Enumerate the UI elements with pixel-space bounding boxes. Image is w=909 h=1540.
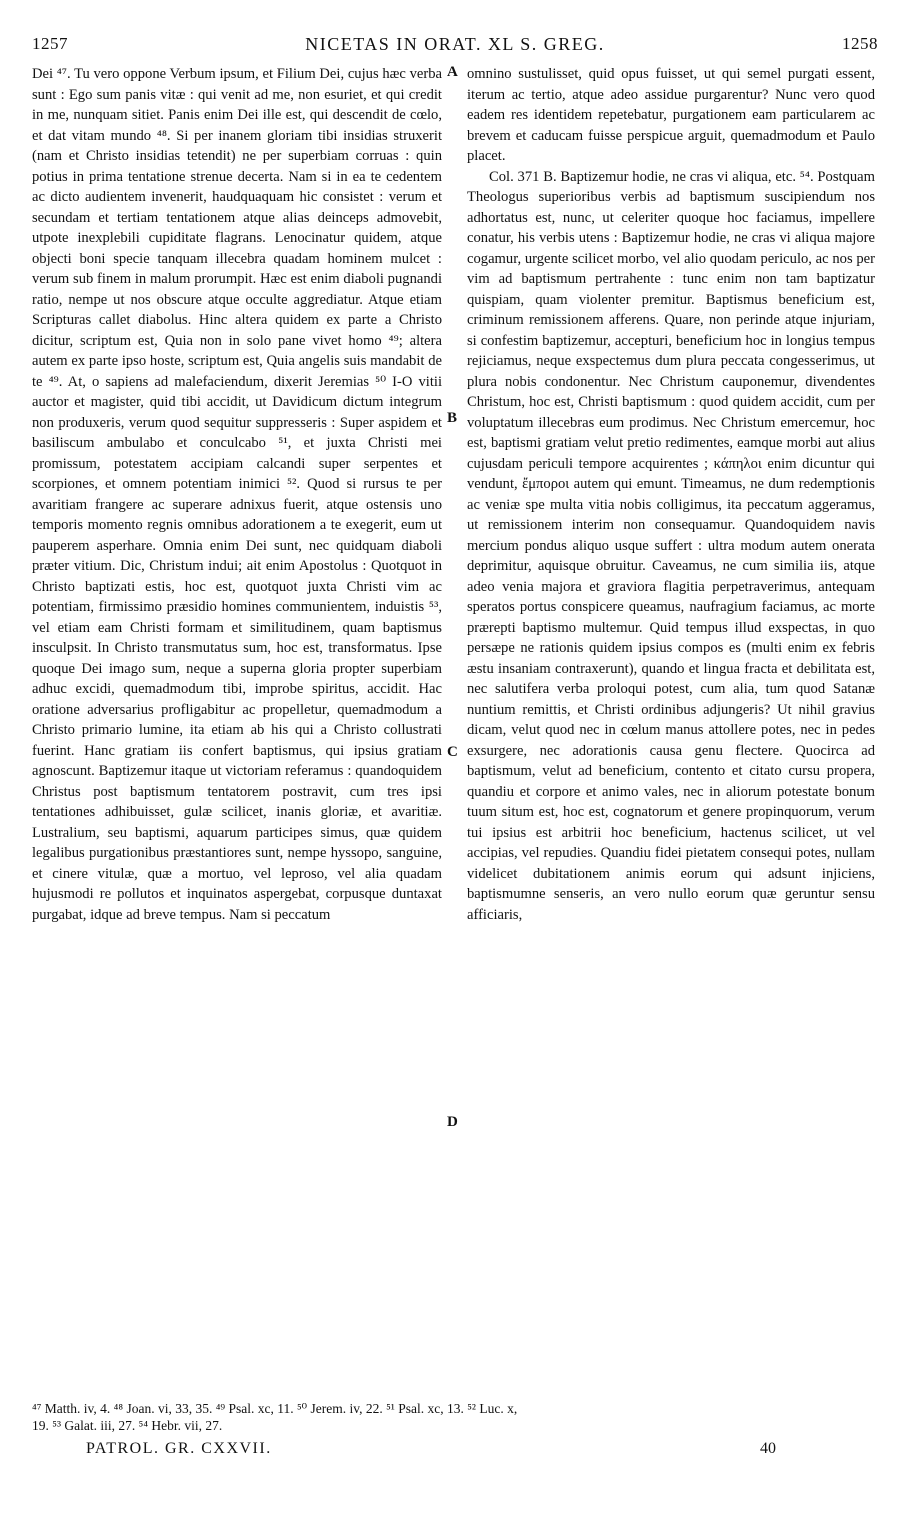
margin-marker-d: D — [447, 1114, 458, 1130]
left-column-text: Dei ⁴⁷. Tu vero oppone Verbum ipsum, et Filium Dei, cujus hæc verba sunt : Ego sum panis vitæ : qui venit ad me, non esuriet, et qui credit in me, nunquam sitiet. Panis enim Dei ille est, qui descendit de cœlo, et dat vitam mundo ⁴⁸. Si per inanem gloriam tibi insidias struxerit (nam et Christo insidias tetendit) ne per superbiam corruas : quin potius in prima tentatione strenue decerta. Nam si in ea te cedentem ac dicto audientem invenerit, haudquaquam hic consistet : verum et secundam et tertiam tentationem atque alias deinceps admovebit, utpote inexplebili cupiditate flagrans. Lenocinatur quidem, atque objecti boni specie tanquam illecebra quadam hominem mulcet : verum sub finem in malum prorumpit. Hæc est enim diaboli pugnandi ratio, nempe ut nos obscure atque occulte aggrediatur. Atque etiam Scripturas callet diabolus. Hinc altera quidem ex parte a Christo dicitur, scriptum est, Quia non in solo pane vivet homo ⁴⁹; altera autem ex parte ipso hoste, scriptum est, Quia angelis suis mandabit de te ⁴⁹. At, o sapiens ad malefaciendum, dixerit Jeremias ⁵⁰ I-O vitii auctor et magister, quid tibi accidit, ut Davidicum dictum integrum non produxeris, verum quod sequitur suppresseris : Super aspidem et basiliscum ambulabo et conculcabo ⁵¹, et juxta Christi mei promissum, potestatem accipiam calcandi super serpentes et scorpiones, et omnem potentiam inimici ⁵². Quod si rursus te per avaritiam frangere ac superare adnixus fuerit, atque ostensis uno temporis momento regnis omnibus adorationem a te exegerit, eum ut pauperem asperhare. Omnia enim Dei sunt, nec quidquam diaboli præter vitium. Dic, Christum indui; ait enim Apostolus : Quotquot in Christo baptizati estis, hoc est, quotquot juxta Christi vim ac potentiam, firmissimo præsidio homines communientem, induistis ⁵³, vel etiam eam Christi formam et similitudinem, quam baptismus insculpsit. In Christo transmutatus sum, hoc est, transformatus. Ipse quoque Dei imago sum, neque a superna gloria propter superbiam adhuc excidi, quemadmodum tibi, improbe spiritus, accidit. Hac oratione adversarius profligabitur ac propelletur, quemadmodum a Christo primario lumine, ita etiam ab his qui a Christo collustrati fuerint. Hanc gratiam iis confert baptismus, qui ipsius gratiam agnoscunt. Baptizemur itaque ut victoriam referamus : quandoquidem Christus post baptismum tentatorem postravit, cum tres ipsi tentationes adhibuisset, gulæ scilicet, inanis gloriæ, et avaritiæ. Lustralium, seu baptismi, aquarum participes simus, quæ quidem legalibus purgationibus præstantiores sunt, nempe hyssopo, sanguine, et cinere vitulæ, quæ a mortuo, vel leproso, vel alia quadam hujusmodi re pollutos et inquinatos aspergebat, corpusque duntaxat purgabat, idque ad breve tempus. Nam si peccatum — [32, 66, 442, 923]
page-number-left: 1257 — [32, 34, 68, 53]
margin-marker-c: C — [447, 744, 458, 760]
running-title: NICETAS IN ORAT. XL S. GREG. — [305, 34, 605, 54]
margin-marker-a: A — [447, 64, 458, 80]
footnote-line-2: 19. ⁵³ Galat. iii, 27. ⁵⁴ Hebr. vii, 27. — [32, 1418, 223, 1433]
footnote-line-1: ⁴⁷ Matth. iv, 4. ⁴⁸ Joan. vi, 33, 35. ⁴⁹ Psal. xc, 11. ⁵⁰ Jerem. iv, 22. ⁵¹ Psal. xc, 13. ⁵² Luc. x, — [32, 1401, 518, 1416]
right-column-paragraph-2: Col. 371 B. Baptizemur hodie, ne cras vi aliqua, etc. ⁵⁴. Postquam Theologus superioribus verbis ad baptismum suscipiendum nos adhortatus est, nunc, ut celeriter quoque hoc faciamus, impellere conatur, his verbis utens : Baptizemur hodie, ne cras vi aliqua majore cogamur, urgente scilicet morbo, vel alio quodam periculo, ac nos per vim ad baptismum pertrahente : tunc enim non tam baptizatur quispiam, quam violenter premitur. Baptismus beneficium est, criminum remissionem afferens. Quare, non perinde atque injuriam, si confestim baptizemur, accepturi, beneficium hoc in longius tempus rejiciamus, neque exspectemus dum plura peccata congesserimus, ut plura nobis condonentur. Nec Christum cauponemur, divendentes Christum, hoc est, Christi baptismum : quod quidem accidit, cum per voluptatum illecebras eum prodimus. Nec Christum emercemur, hoc est, baptismi gratiam velut pretio redimentes, eamque morbi aut alius cujusdam periculi tempore acquirentes ; κάπηλοι enim dicuntur qui vendunt, ἔμποροι autem qui emunt. Timeamus, ne dum redemptionis ac veniæ spe multa vitia nobis colligimus, ita peccatum aggeramus, ut remissionem interim non consequamur. Quandoquidem navis mercium pondus aliquo usque suffert : ultra modum autem onerata deprimitur, aquisque obruitur. Caveamus, ne cum similia iis, atque adeo venia majora et graviora flagitia perpetraverimus, antequam speratos portus conspicere queamus, naufragium faciamus, ac morte prærepti baptismo multemur. Quid tempus illud exspectas, in quo persæpe ne rationis quidem ipsius compos es (multi enim ex febris æstu insaniam contraxerunt), quando et lingua fracta et debilitata est, nec salutifera verba proloqui potest, cum alia, tum quod Satanæ nuntium remittis, et Christi ordinibus adjungeris? Ut nihil gravius dicam, velut quod nec in cœlum manus attollere potes, nec in pedes exsurgere, nec adorationis causa genu flectere. Quocirca ad baptismum, velut ad beneficium, contento et citato cursu propera, quandiu et corpore et animo vales, nec in aliorum potestate bonum tuum situm est, hoc est, cognatorum et genere propinquorum, verum tui ipsius est arbitrii hoc beneficium, hactenus scilicet, ut vel accipias, vel repudies. Quandiu fidei pietatem consequi potes, nullam videlicet dubitationem animis eorum qui adsunt injiciens, baptismumne senseris, an vero nullo eorum quæ geruntur sensu afficiaris, — [467, 168, 875, 923]
page-number-right: 1258 — [842, 34, 878, 53]
series-signature: PATROL. GR. CXXVII. — [86, 1440, 272, 1457]
right-column-paragraph-1: omnino sustulisset, quid opus fuisset, ut qui semel purgati essent, iterum ac tertio, atque adeo assidue purgarentur? Nunc vero quod eadem res identidem repetebatur, purgationem eam particularem ac brevem et caducam fuisse perspicue arguit, quemadmodum et Paulo placet. — [467, 66, 875, 164]
margin-marker-b: B — [447, 410, 458, 426]
page-footer — [86, 1440, 806, 1464]
gathering-number: 40 — [760, 1440, 776, 1457]
footnotes — [32, 1400, 878, 1434]
left-column — [32, 64, 442, 925]
page-header — [32, 34, 878, 58]
right-column — [467, 64, 875, 925]
